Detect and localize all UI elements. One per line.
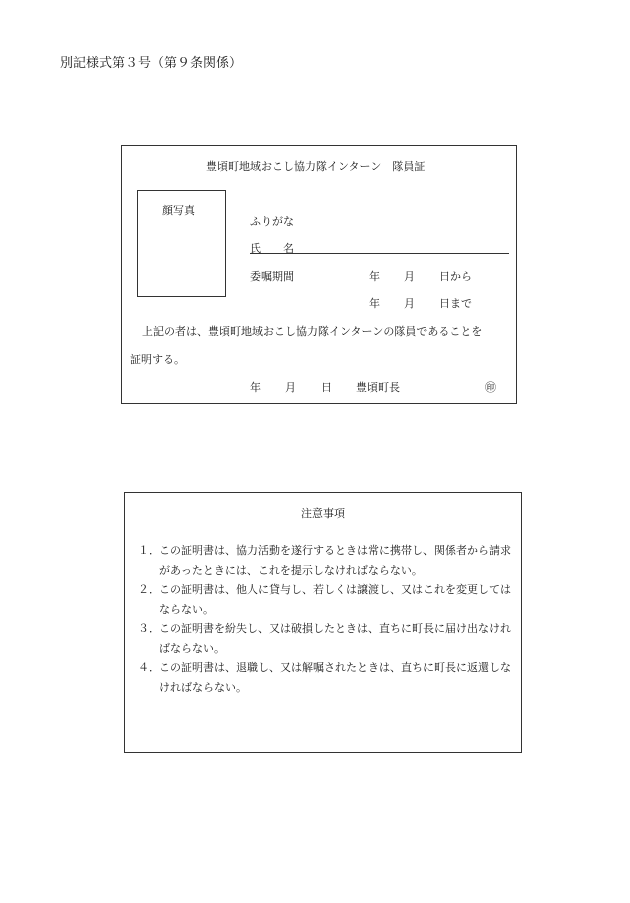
name-label: 氏 名 xyxy=(250,242,294,255)
note-item xyxy=(138,541,518,580)
notes-box xyxy=(124,492,522,753)
notes-title: 注意事項 xyxy=(301,507,345,520)
furigana-label: ふりがな xyxy=(250,215,294,228)
form-heading: 別記様式第３号（第９条関係） xyxy=(60,56,243,71)
note-number: ４． xyxy=(138,661,160,674)
term-label: 委嘱期間 xyxy=(250,270,294,283)
note-text: この証明書は、協力活動を遂行するときは常に携帯し、関係者から請求があったときには、これを提示しなければならない。 xyxy=(159,544,511,577)
name-underline xyxy=(250,253,509,254)
date-day: 日 xyxy=(321,381,332,394)
note-number: ３． xyxy=(138,622,160,635)
note-number: ２． xyxy=(138,583,160,596)
note-number: １． xyxy=(138,544,160,557)
date-year: 年 xyxy=(250,381,261,394)
certify-line-2: 証明する。 xyxy=(130,353,185,366)
notes-list xyxy=(138,541,518,697)
term-until-month: 月 xyxy=(404,297,415,310)
note-item xyxy=(138,619,518,658)
term-from-year: 年 xyxy=(369,270,380,283)
photo-box xyxy=(137,190,226,297)
seal-mark: ㊞ xyxy=(485,381,496,394)
note-item xyxy=(138,658,518,697)
note-text: この証明書を紛失し、又は破損したときは、直ちに町長に届け出なければならない。 xyxy=(159,622,511,655)
term-from-day: 日から xyxy=(439,270,472,283)
issuer-title: 豊頃町長 xyxy=(356,381,400,394)
note-text: この証明書は、他人に貸与し、若しくは譲渡し、又はこれを変更してはならない。 xyxy=(159,583,511,616)
date-month: 月 xyxy=(285,381,296,394)
id-card xyxy=(121,145,517,404)
term-until-day: 日まで xyxy=(439,297,472,310)
term-until-year: 年 xyxy=(369,297,380,310)
note-text: この証明書は、退職し、又は解嘱されたときは、直ちに町長に返還しなければならない。 xyxy=(159,661,511,694)
certify-line-1: 上記の者は、豊頃町地域おこし協力隊インターンの隊員であることを xyxy=(142,325,483,338)
photo-label: 顔写真 xyxy=(162,204,195,217)
card-title: 豊頃町地域おこし協力隊インターン 隊員証 xyxy=(206,160,426,173)
note-item xyxy=(138,580,518,619)
term-from-month: 月 xyxy=(404,270,415,283)
